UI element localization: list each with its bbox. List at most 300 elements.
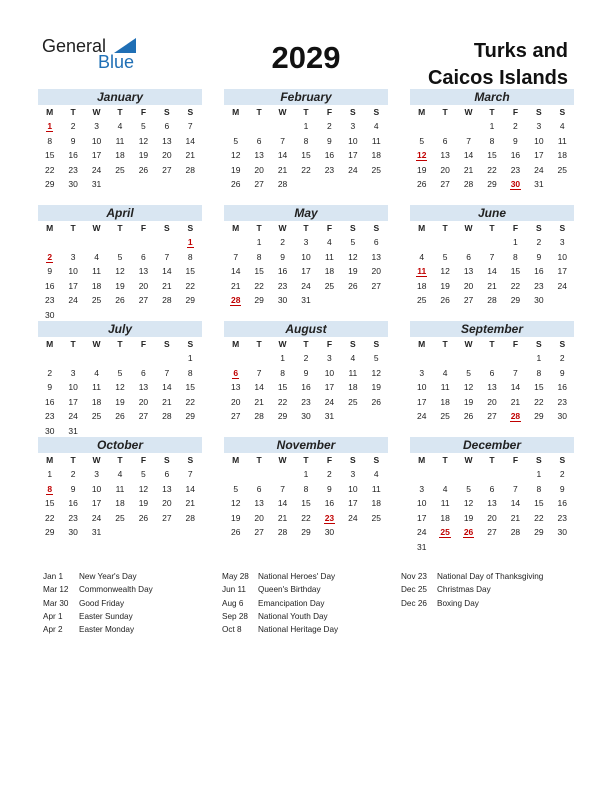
day-cell (224, 395, 247, 410)
day-number: 14 (162, 382, 172, 392)
holiday-date: Mar 30 (43, 598, 69, 608)
weekday-header: T (442, 339, 448, 349)
day-cell (457, 409, 480, 424)
month-name: November (224, 437, 388, 453)
day-number: 12 (115, 382, 125, 392)
day-number: 4 (373, 469, 379, 479)
day-cell (108, 250, 131, 265)
day-cell (318, 279, 341, 294)
weekday-header: T (489, 223, 495, 233)
weekday-header: S (187, 339, 194, 349)
weekday-header: S (373, 107, 380, 117)
holiday-item (222, 623, 338, 636)
empty-day-cell (132, 235, 155, 250)
day-cell (433, 250, 456, 265)
day-number: 14 (277, 498, 288, 508)
day-number: 20 (162, 498, 172, 508)
day-cell (155, 409, 178, 424)
weekday-header: S (164, 339, 170, 349)
day-number: 24 (557, 280, 568, 291)
day-cell (527, 177, 550, 192)
day-number: 20 (138, 396, 149, 407)
day-number: 17 (416, 396, 427, 407)
day-cell (61, 409, 84, 424)
day-cell (108, 482, 131, 497)
day-number: 7 (187, 121, 193, 131)
day-cell (457, 264, 480, 279)
day-cell (341, 264, 364, 279)
day-number: 15 (185, 382, 196, 392)
day-number: 7 (256, 367, 262, 378)
day-cell (85, 395, 108, 410)
day-number: 17 (348, 498, 358, 508)
weekday-header: W (278, 107, 287, 117)
day-cell (247, 409, 270, 424)
day-cell (155, 366, 178, 381)
day-number: 9 (303, 367, 309, 378)
day-number: 26 (138, 164, 149, 175)
day-cell (271, 351, 294, 366)
day-cell (457, 482, 480, 497)
empty-day-cell (247, 467, 270, 482)
holiday-name: National Youth Day (258, 611, 328, 621)
day-cell (224, 525, 247, 540)
holiday-date: Apr 2 (43, 625, 63, 635)
day-number: 4 (559, 121, 565, 131)
holiday-name: Commonwealth Day (79, 585, 153, 595)
day-cell (410, 279, 433, 294)
empty-day-cell (61, 235, 84, 250)
holiday-item (43, 570, 153, 583)
day-number: 2 (70, 121, 76, 131)
day-number: 18 (440, 396, 450, 407)
day-cell (271, 250, 294, 265)
day-number: 5 (466, 367, 471, 378)
day-cell (271, 366, 294, 381)
day-number: 7 (280, 483, 285, 494)
day-number: 9 (536, 251, 542, 262)
weekday-header: W (464, 223, 473, 233)
holiday-day-cell (433, 525, 456, 540)
day-cell (38, 163, 61, 178)
weekday-header: S (373, 455, 380, 465)
day-number: 25 (371, 512, 382, 523)
day-number: 19 (371, 382, 382, 392)
holiday-name: National Day of Thanksgiving (437, 572, 544, 581)
weekday-header: S (164, 107, 170, 117)
holiday-date: Jun 11 (222, 585, 246, 595)
day-number: 20 (138, 280, 149, 291)
day-number: 19 (230, 512, 241, 523)
day-cell (410, 134, 433, 149)
weekday-header: M (418, 107, 426, 117)
day-number: 8 (280, 367, 285, 378)
weekday-header: F (140, 339, 147, 349)
day-cell (247, 134, 270, 149)
day-cell (365, 119, 388, 134)
day-number: 15 (277, 382, 288, 392)
holiday-day-cell (504, 409, 527, 424)
day-number: 4 (419, 251, 425, 262)
day-cell (365, 467, 388, 482)
day-cell (527, 293, 550, 308)
day-cell (85, 467, 108, 482)
day-cell (318, 163, 341, 178)
day-number: 3 (419, 483, 425, 494)
day-number: 17 (68, 396, 78, 407)
day-number: 25 (91, 411, 102, 421)
day-cell (61, 279, 84, 294)
weekday-header: W (278, 339, 287, 349)
day-number: 2 (559, 353, 565, 363)
day-number: 26 (463, 527, 474, 537)
day-cell (85, 496, 108, 511)
day-cell (341, 148, 364, 163)
day-cell (527, 395, 550, 410)
day-number: 30 (510, 179, 521, 189)
day-number: 3 (327, 353, 332, 363)
day-cell (527, 525, 550, 540)
holiday-item (401, 597, 543, 610)
day-cell (85, 366, 108, 381)
day-number: 26 (440, 295, 450, 305)
day-number: 23 (44, 411, 55, 421)
weekday-header: F (512, 455, 519, 465)
day-number: 19 (115, 280, 125, 291)
day-number: 19 (138, 498, 149, 508)
month-name: June (410, 205, 574, 221)
day-cell (155, 496, 178, 511)
day-cell (365, 279, 388, 294)
weekday-header: S (164, 455, 170, 465)
day-cell (85, 264, 108, 279)
holiday-name: National Heroes' Day (258, 572, 336, 581)
day-number: 21 (277, 164, 288, 175)
day-cell (504, 279, 527, 294)
day-number: 11 (92, 266, 101, 276)
day-number: 1 (280, 353, 285, 363)
weekday-header: S (164, 223, 170, 233)
year-title: 2029 (271, 40, 341, 75)
day-number: 3 (70, 251, 76, 262)
empty-day-cell (410, 235, 433, 250)
day-cell (179, 119, 202, 134)
day-number: 9 (70, 483, 76, 494)
holiday-date: Dec 26 (401, 598, 427, 608)
day-cell (433, 409, 456, 424)
day-number: 4 (327, 237, 332, 247)
day-number: 21 (510, 512, 521, 523)
day-cell (155, 395, 178, 410)
day-number: 31 (68, 425, 78, 436)
day-cell (504, 264, 527, 279)
day-number: 26 (115, 295, 125, 305)
empty-day-cell (85, 235, 108, 250)
holiday-column (401, 570, 543, 610)
day-number: 23 (534, 280, 544, 291)
day-number: 23 (510, 164, 521, 175)
day-cell (410, 540, 433, 555)
day-number: 29 (534, 411, 544, 421)
day-cell (224, 177, 247, 192)
day-number: 7 (280, 135, 285, 146)
day-cell (132, 279, 155, 294)
day-number: 17 (324, 382, 335, 392)
day-cell (155, 250, 178, 265)
holiday-item (401, 583, 543, 596)
day-cell (341, 366, 364, 381)
day-cell (433, 293, 456, 308)
month-february (224, 89, 388, 192)
weekday-header: T (70, 223, 76, 233)
day-number: 15 (301, 150, 311, 160)
day-number: 9 (513, 135, 518, 146)
day-number: 29 (534, 527, 544, 537)
day-cell (61, 148, 84, 163)
day-cell (457, 293, 480, 308)
day-number: 12 (371, 367, 382, 378)
day-number: 20 (440, 164, 450, 175)
day-cell (365, 380, 388, 395)
holiday-day-cell (38, 119, 61, 134)
day-cell (551, 163, 574, 178)
month-november (224, 437, 388, 540)
day-number: 15 (534, 498, 544, 508)
month-name: August (224, 321, 388, 337)
day-cell (480, 395, 503, 410)
day-cell (85, 163, 108, 178)
day-cell (85, 250, 108, 265)
day-cell (410, 250, 433, 265)
day-number: 25 (440, 527, 450, 537)
day-number: 19 (463, 396, 474, 407)
day-cell (179, 395, 202, 410)
weekday-header: S (559, 107, 566, 117)
day-number: 12 (416, 150, 427, 160)
day-cell (271, 293, 294, 308)
day-cell (155, 279, 178, 294)
weekday-header: S (187, 455, 194, 465)
day-number: 29 (277, 411, 288, 421)
weekday-header: T (303, 339, 309, 349)
day-number: 25 (324, 280, 335, 291)
day-number: 11 (417, 266, 427, 276)
day-cell (294, 148, 317, 163)
day-number: 15 (44, 150, 55, 160)
day-number: 6 (489, 367, 495, 378)
day-number: 7 (187, 469, 193, 479)
day-number: 15 (185, 266, 196, 276)
day-cell (294, 496, 317, 511)
holiday-date: Aug 6 (222, 598, 244, 608)
weekday-header: W (464, 455, 473, 465)
month-name: July (38, 321, 202, 337)
day-number: 6 (442, 135, 448, 146)
holiday-day-cell (504, 177, 527, 192)
day-cell (224, 148, 247, 163)
day-number: 22 (44, 164, 55, 175)
day-number: 28 (463, 179, 474, 189)
day-number: 15 (534, 382, 544, 392)
day-number: 7 (466, 135, 471, 146)
day-cell (504, 482, 527, 497)
day-number: 11 (115, 135, 125, 146)
day-cell (294, 264, 317, 279)
day-number: 11 (440, 498, 450, 508)
day-number: 2 (70, 469, 76, 479)
day-number: 20 (487, 396, 497, 407)
day-number: 30 (44, 425, 55, 436)
day-cell (38, 424, 61, 439)
empty-day-cell (433, 351, 456, 366)
day-cell (294, 525, 317, 540)
day-number: 14 (463, 150, 474, 160)
day-number: 9 (327, 135, 332, 146)
day-number: 15 (301, 498, 311, 508)
day-number: 22 (534, 396, 544, 407)
day-cell (457, 395, 480, 410)
day-number: 1 (303, 121, 309, 131)
day-cell (318, 482, 341, 497)
day-cell (247, 293, 270, 308)
day-cell (108, 134, 131, 149)
weekday-header: T (256, 339, 262, 349)
day-cell (38, 511, 61, 526)
empty-day-cell (132, 351, 155, 366)
day-number: 6 (141, 367, 146, 378)
day-number: 8 (187, 367, 193, 378)
day-number: 24 (68, 295, 78, 305)
day-cell (155, 467, 178, 482)
weekday-header: M (232, 455, 240, 465)
day-cell (551, 525, 574, 540)
day-cell (179, 134, 202, 149)
day-number: 3 (536, 121, 542, 131)
day-number: 20 (230, 396, 241, 407)
day-number: 7 (513, 367, 518, 378)
day-number: 28 (510, 527, 521, 537)
day-cell (61, 525, 84, 540)
day-cell (527, 366, 550, 381)
day-number: 28 (510, 411, 521, 421)
day-cell (410, 163, 433, 178)
day-number: 29 (185, 295, 196, 305)
empty-day-cell (155, 351, 178, 366)
day-number: 21 (185, 498, 196, 508)
holiday-name: New Year's Day (79, 572, 137, 581)
day-cell (108, 409, 131, 424)
day-number: 19 (230, 164, 241, 175)
day-cell (294, 134, 317, 149)
day-cell (527, 148, 550, 163)
day-cell (85, 482, 108, 497)
day-cell (61, 177, 84, 192)
day-number: 23 (44, 295, 55, 305)
day-cell (179, 511, 202, 526)
day-number: 4 (442, 483, 448, 494)
weekday-header: T (117, 339, 123, 349)
day-cell (433, 148, 456, 163)
day-number: 23 (68, 512, 78, 523)
day-cell (504, 380, 527, 395)
day-number: 11 (371, 135, 381, 146)
weekday-header: W (278, 455, 287, 465)
day-cell (551, 380, 574, 395)
day-cell (108, 366, 131, 381)
day-number: 5 (419, 135, 425, 146)
day-cell (85, 409, 108, 424)
month-days-grid (224, 337, 388, 424)
day-number: 14 (510, 382, 521, 392)
logo-triangle-icon (114, 38, 136, 53)
day-cell (457, 163, 480, 178)
weekday-header: T (117, 223, 123, 233)
day-number: 22 (534, 512, 544, 523)
day-number: 8 (536, 483, 542, 494)
month-days-grid (38, 337, 202, 438)
day-number: 7 (233, 251, 239, 262)
holiday-name: Christmas Day (437, 585, 491, 595)
day-cell (38, 380, 61, 395)
day-cell (341, 235, 364, 250)
day-cell (527, 250, 550, 265)
day-number: 12 (463, 382, 474, 392)
day-number: 29 (44, 527, 55, 537)
day-number: 30 (557, 527, 568, 537)
day-cell (271, 525, 294, 540)
weekday-header: S (350, 223, 356, 233)
day-number: 22 (301, 164, 311, 175)
day-number: 2 (47, 251, 53, 262)
day-number: 16 (44, 396, 55, 407)
day-number: 24 (416, 411, 427, 421)
day-cell (108, 511, 131, 526)
day-cell (341, 279, 364, 294)
day-number: 8 (303, 483, 309, 494)
weekday-header: T (256, 107, 262, 117)
holiday-name: Queen's Birthday (258, 585, 321, 595)
day-number: 9 (47, 266, 53, 276)
month-name: March (410, 89, 574, 105)
day-cell (247, 380, 270, 395)
month-name: January (38, 89, 202, 105)
day-cell (365, 250, 388, 265)
empty-day-cell (247, 351, 270, 366)
day-cell (85, 380, 108, 395)
day-number: 3 (419, 367, 425, 378)
day-number: 27 (230, 411, 241, 421)
day-cell (247, 177, 270, 192)
weekday-header: W (92, 455, 101, 465)
day-cell (551, 148, 574, 163)
day-cell (224, 279, 247, 294)
weekday-header: T (303, 455, 309, 465)
day-number: 22 (185, 280, 196, 291)
day-number: 13 (463, 266, 474, 276)
day-number: 24 (348, 164, 358, 175)
month-days-grid (38, 105, 202, 192)
month-march (410, 89, 574, 192)
day-cell (85, 134, 108, 149)
day-number: 16 (534, 266, 544, 276)
day-number: 12 (440, 266, 450, 276)
weekday-header: T (489, 339, 495, 349)
day-cell (551, 482, 574, 497)
day-number: 18 (91, 396, 102, 407)
month-name: September (410, 321, 574, 337)
day-number: 26 (416, 179, 427, 189)
weekday-header: T (70, 455, 76, 465)
